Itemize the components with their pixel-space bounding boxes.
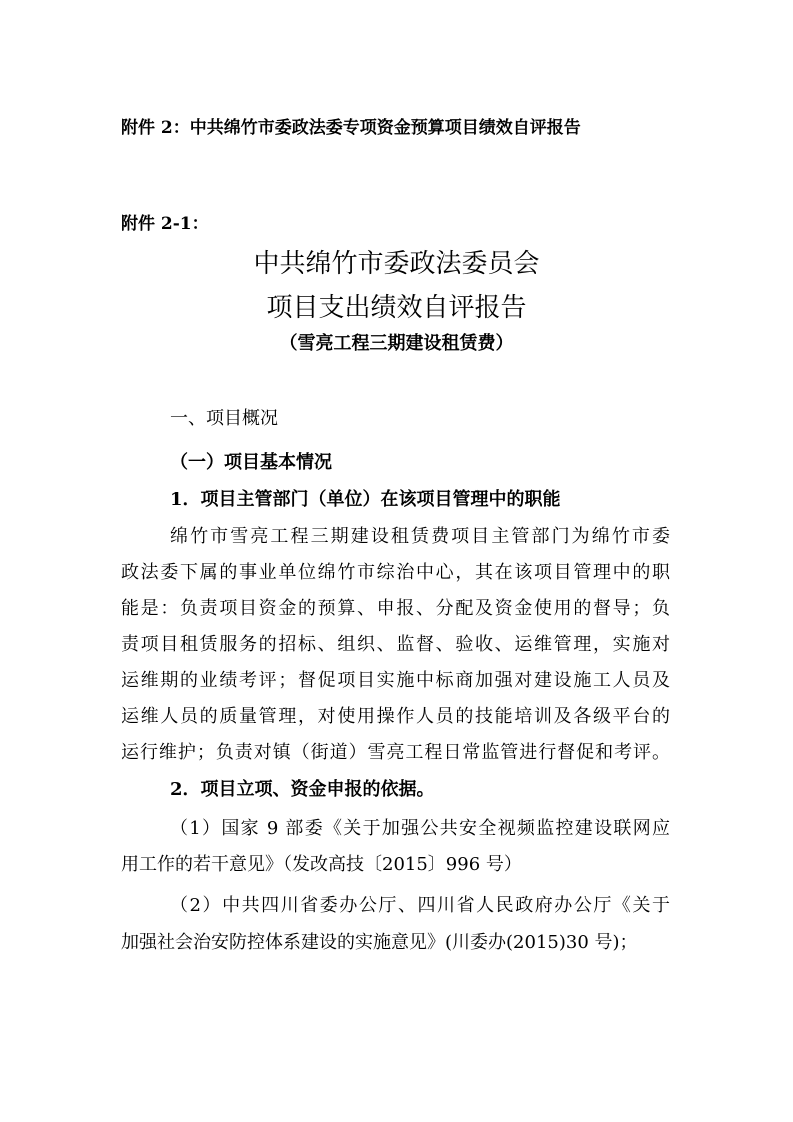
report-title-line1: 中共绵竹市委政法委员会: [253, 249, 540, 279]
subsection-heading: （一）项目基本情况: [170, 452, 332, 473]
section-heading: 一、项目概况: [170, 408, 278, 429]
basis-line: 用工作的若干意见》（发改高技〔2015〕996 号）: [121, 854, 522, 875]
paragraph-line: 责项目租赁服务的招标、组织、监督、验收、运维管理，实施对: [121, 634, 670, 655]
sub-attachment-label: 附件 2-1：: [121, 214, 209, 234]
paragraph-line: 绵竹市雪亮工程三期建设租赁费项目主管部门为绵竹市委: [170, 526, 670, 547]
report-subtitle: （雪亮工程三期建设租赁费）: [279, 333, 514, 354]
item1-heading: 1．项目主管部门（单位）在该项目管理中的职能: [170, 489, 561, 510]
paragraph-line: 运行维护；负责对镇（街道）雪亮工程日常监管进行督促和考评。: [121, 742, 670, 763]
basis-line: （1）国家 9 部委《关于加强公共安全视频监控建设联网应: [170, 818, 670, 839]
paragraph-line: 能是：负责项目资金的预算、申报、分配及资金使用的督导；负: [121, 598, 670, 619]
basis-line: 加强社会治安防控体系建设的实施意见》(川委办(2015)30 号)；: [121, 932, 638, 953]
basis-line: （2）中共四川省委办公厅、四川省人民政府办公厅《关于: [170, 895, 670, 916]
item2-heading: 2．项目立项、资金申报的依据。: [170, 779, 435, 800]
report-title-line2: 项目支出绩效自评报告: [266, 293, 527, 323]
paragraph-line: 运维人员的质量管理，对使用操作人员的技能培训及各级平台的: [121, 706, 670, 727]
paragraph-line: 运维期的业绩考评；督促项目实施中标商加强对建设施工人员及: [121, 670, 670, 691]
attachment-title: 附件 2：中共绵竹市委政法委专项资金预算项目绩效自评报告: [121, 118, 581, 138]
paragraph-line: 政法委下属的事业单位绵竹市综治中心，其在该项目管理中的职: [121, 562, 670, 583]
